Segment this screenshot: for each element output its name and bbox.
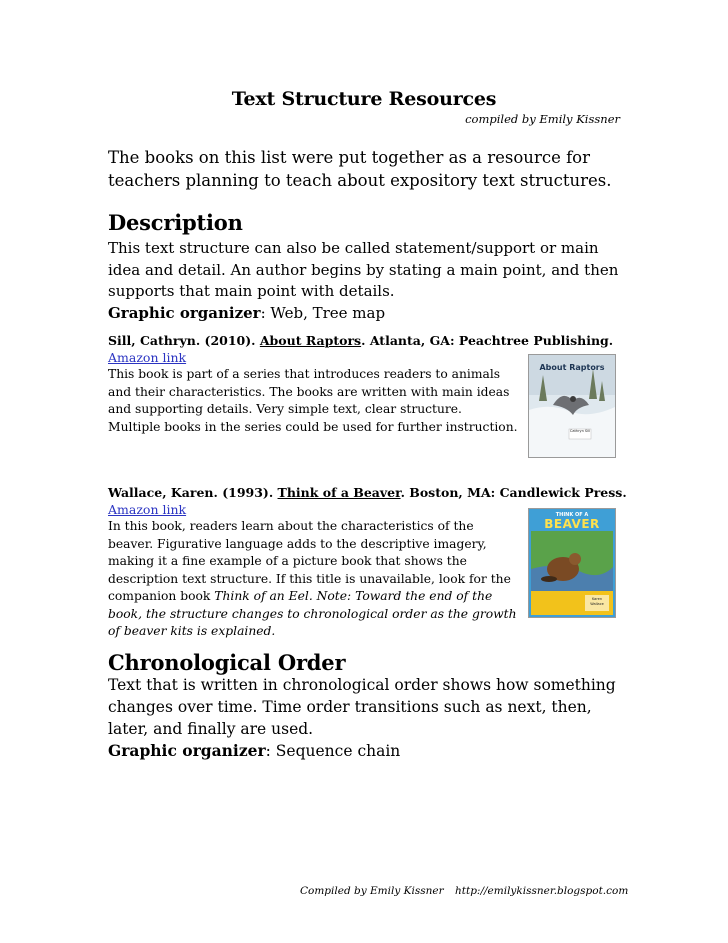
citation-publisher: . Boston, MA: Candlewick Press. bbox=[400, 485, 627, 500]
chronological-paragraph bbox=[108, 674, 628, 762]
section-heading-chronological-order: Chronological Order bbox=[108, 650, 346, 675]
book-description: This book is part of a series that introduces readers to animals and their characteristics. The books are written with main ideas and supporting details. Very simple text, clear structure. Multiple books in the series could be used for further instruction. bbox=[108, 367, 518, 434]
citation-publisher: . Atlanta, GA: Peachtree Publishing. bbox=[361, 333, 614, 348]
book-description bbox=[108, 518, 518, 641]
graphic-organizer-label: Graphic organizer bbox=[108, 741, 266, 760]
book-title: Think of a Beaver bbox=[277, 485, 401, 500]
book-title: About Raptors bbox=[259, 333, 362, 348]
citation-author-year: Wallace, Karen. (1993). bbox=[108, 485, 278, 500]
book-citation bbox=[108, 332, 628, 349]
section-heading-description: Description bbox=[108, 210, 243, 235]
cover-title-text: BEAVER bbox=[544, 517, 600, 531]
book-description-italic: Think of an Eel. Note: Toward the end of the book, the structure changes to chronological order as the growth of beaver kits is explained. bbox=[108, 589, 517, 638]
graphic-organizer-value: : Web, Tree map bbox=[260, 303, 386, 322]
graphic-organizer-value: : Sequence chain bbox=[265, 742, 401, 760]
description-text: This text structure can also be called statement/support or main idea and detail. An author begins by stating a main point, and then supports that main point with details. bbox=[108, 239, 619, 300]
description-paragraph bbox=[108, 238, 628, 324]
graphic-organizer-label: Graphic organizer bbox=[108, 303, 261, 322]
amazon-link[interactable]: Amazon link bbox=[108, 502, 187, 517]
book-citation bbox=[108, 484, 628, 501]
cover-author-text: Cathryn Sill bbox=[569, 429, 591, 433]
cover-author-text: Karen Wallace bbox=[590, 597, 604, 606]
cover-title-text: About Raptors bbox=[539, 363, 605, 372]
chronological-text: Text that is written in chronological order shows how something changes over time. Time order transitions such as next, then, later, and finally are used. bbox=[108, 676, 616, 738]
intro-paragraph: The books on this list were put together as a resource for teachers planning to teach about expository text structures. bbox=[108, 148, 612, 190]
book-cover-think-of-a-beaver bbox=[528, 508, 616, 618]
footer-credit: Compiled by Emily Kissner bbox=[300, 885, 444, 897]
page-title: Text Structure Resources bbox=[231, 88, 497, 110]
compiled-by-credit: compiled by Emily Kissner bbox=[465, 112, 620, 126]
book-description-main: In this book, readers learn about the characteristics of the beaver. Figurative language adds to the descriptive imagery, making it a fine example of a picture book that shows the description text structure. If this title is unavailable, look for the companion book bbox=[108, 519, 511, 603]
cover-title-top-text: THINK OF A bbox=[555, 512, 589, 518]
amazon-link[interactable]: Amazon link bbox=[108, 350, 187, 365]
citation-author-year: Sill, Cathryn. (2010). bbox=[108, 333, 260, 348]
footer-url: http://emilykissner.blogspot.com bbox=[455, 885, 629, 897]
book-cover-about-raptors bbox=[528, 354, 616, 458]
